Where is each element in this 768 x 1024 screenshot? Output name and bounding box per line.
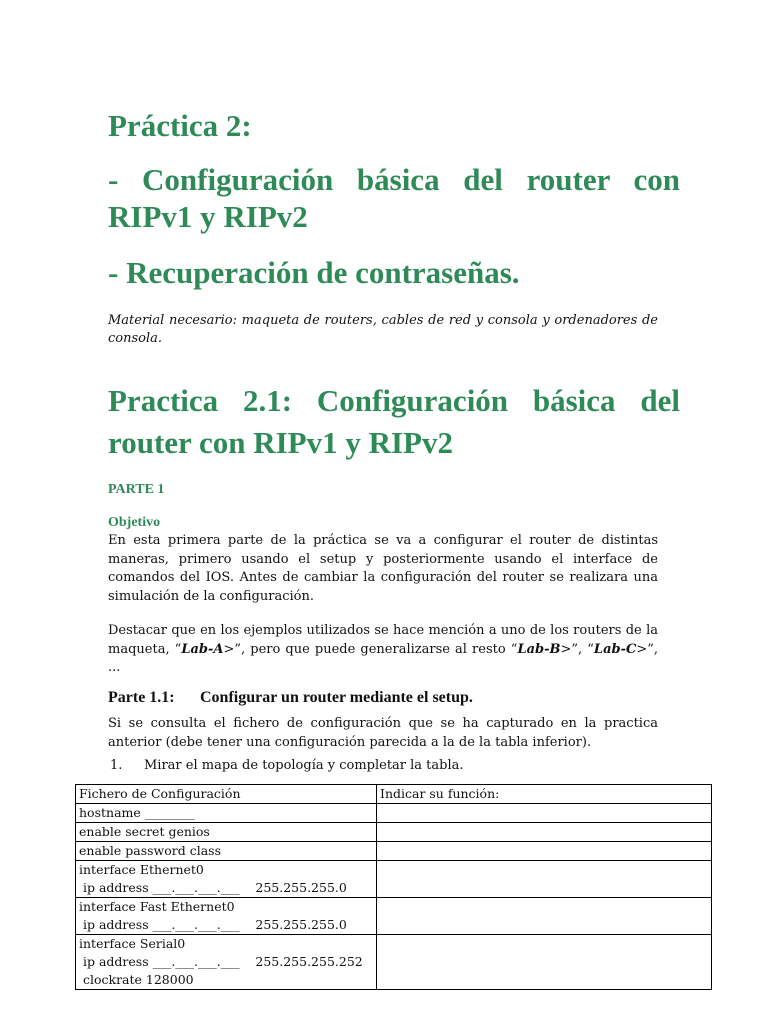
- step-1-text: Mirar el mapa de topología y completar la tabla.: [144, 758, 464, 773]
- table-row: [76, 823, 712, 842]
- function-cell[interactable]: [377, 898, 712, 935]
- config-line: interface Fast Ethernet0: [79, 899, 235, 914]
- config-line: ip address ___.___.___.___ 255.255.255.0: [79, 880, 347, 895]
- consulta-text: Si se consulta el fichero de configuración que se ha capturado en la practica anterior (debe tener una configuración parecida a la de la tabla inferior).: [108, 716, 658, 750]
- title-line-1: Práctica 2:: [108, 108, 252, 143]
- config-line: clockrate 128000: [79, 972, 194, 987]
- config-line: interface Serial0: [79, 936, 186, 951]
- subsection-number: Parte 1.1:: [108, 689, 175, 706]
- config-cell: [76, 804, 377, 823]
- step-1: [110, 758, 464, 773]
- subsection-title: Configurar un router mediante el setup.: [200, 689, 473, 706]
- section-title-line-a: Practica 2.1: Configuración básica del: [108, 383, 680, 418]
- title-line-2b: RIPv1 y RIPv2: [108, 199, 308, 234]
- config-line: hostname ________: [79, 805, 195, 820]
- step-1-number: 1.: [110, 758, 123, 773]
- function-cell[interactable]: [377, 842, 712, 861]
- header-config: Fichero de Configuración: [76, 785, 377, 804]
- function-cell[interactable]: [377, 823, 712, 842]
- parte-label: PARTE 1: [108, 482, 165, 497]
- function-cell[interactable]: [377, 861, 712, 898]
- config-cell: [76, 823, 377, 842]
- config-cell: [76, 898, 377, 935]
- title-line-3: - Recuperación de contraseñas.: [108, 255, 520, 290]
- function-cell[interactable]: [377, 935, 712, 990]
- objetivo-text: En esta primera parte de la práctica se va a configurar el router de distintas maneras, primero usando el setup y posteriormente usando el interface de comandos del IOS. Antes de cambiar la configuración del router se realizara una simulación de la configuración.: [108, 533, 658, 604]
- table-row: [76, 935, 712, 990]
- config-table: [75, 784, 712, 990]
- table-row: [76, 842, 712, 861]
- destacar-end: >”, ...: [108, 641, 658, 675]
- subsection-heading: [108, 689, 473, 707]
- table-row: [76, 861, 712, 898]
- config-line: ip address ___.___.___.___ 255.255.255.0: [79, 917, 347, 932]
- destacar-mid2: >”, “: [560, 641, 594, 657]
- section-title: [108, 380, 680, 464]
- table-header-row: [76, 785, 712, 804]
- section-title-line-b: router con RIPv1 y RIPv2: [108, 425, 453, 460]
- config-line: enable secret genios: [79, 824, 210, 839]
- header-function: Indicar su función:: [377, 785, 712, 804]
- lab-b-label: Lab-B: [517, 641, 561, 657]
- config-cell: [76, 935, 377, 990]
- config-line: ip address ___.___.___.___ 255.255.255.252: [79, 954, 363, 969]
- title-line-2a: - Configuración básica del router con: [108, 162, 680, 197]
- config-line: interface Ethernet0: [79, 862, 204, 877]
- config-cell: [76, 842, 377, 861]
- lab-c-label: Lab-C: [593, 641, 637, 657]
- config-line: enable password class: [79, 843, 222, 858]
- destacar-mid1: >”, pero que puede generalizarse al resto “: [223, 641, 518, 657]
- function-cell[interactable]: [377, 804, 712, 823]
- lab-a-label: Lab-A: [181, 641, 224, 657]
- objetivo-label: Objetivo: [108, 515, 161, 530]
- destacar-pre: Destacar que en los ejemplos utilizados se hace mención a uno de los routers de la maqueta, “: [108, 623, 658, 657]
- material-note: Material necesario: maqueta de routers, cables de red y consola y ordenadores de consola.: [108, 313, 658, 346]
- table-row: [76, 804, 712, 823]
- config-cell: [76, 861, 377, 898]
- destacar-paragraph: [108, 622, 658, 678]
- table-row: [76, 898, 712, 935]
